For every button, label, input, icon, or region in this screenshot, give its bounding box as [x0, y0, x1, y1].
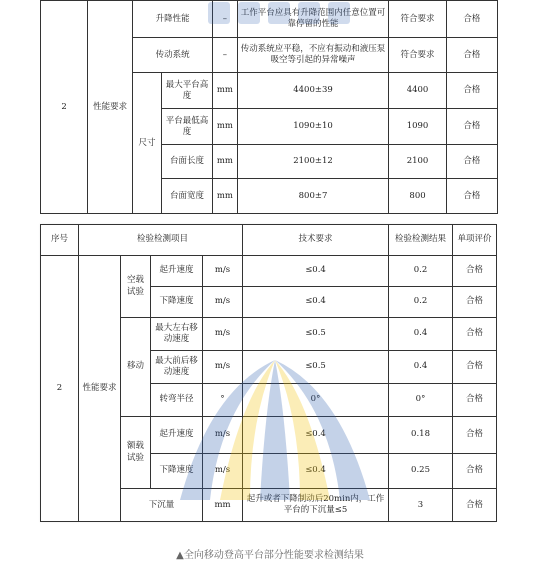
size-group-cell: 尺寸	[133, 73, 162, 214]
item-cell: 最大前后移动速度	[151, 350, 203, 383]
result-cell: 0.4	[389, 350, 453, 383]
item-cell: 起升速度	[151, 255, 203, 286]
evaluation-cell: 合格	[446, 179, 497, 214]
unit-cell: –	[213, 38, 238, 73]
requirement-cell: ≤0.4	[243, 416, 389, 453]
empty-load-group-cell	[121, 255, 151, 317]
figure-caption: ▲全向移动登高平台部分性能要求检测结果	[176, 550, 364, 561]
unit-cell: mm	[213, 179, 238, 214]
seq-cell: 2	[41, 255, 79, 521]
sub-item-cell: 台面长度	[161, 145, 212, 179]
requirement-cell: ≤0.4	[243, 286, 389, 317]
requirement-cell: ≤0.5	[243, 317, 389, 350]
requirement-cell: 4400±39	[237, 73, 389, 109]
evaluation-cell: 合格	[446, 38, 497, 73]
unit-cell: m/s	[203, 350, 243, 383]
category-cell: 性能要求	[79, 255, 121, 521]
unit-cell: mm	[213, 109, 238, 145]
result-cell: 1090	[389, 109, 446, 145]
unit-cell: m/s	[203, 286, 243, 317]
item-cell: 最大左右移动速度	[151, 317, 203, 350]
evaluation-cell: 合格	[453, 286, 497, 317]
evaluation-cell: 合格	[453, 350, 497, 383]
evaluation-cell: 合格	[453, 489, 497, 522]
sub-item-cell: 平台最低高度	[161, 109, 212, 145]
full-load-group-cell	[121, 416, 151, 488]
evaluation-cell: 合格	[446, 109, 497, 145]
item-cell: 下降速度	[151, 453, 203, 488]
move-group-cell: 移动	[121, 317, 151, 416]
result-cell: 2100	[389, 145, 446, 179]
requirement-cell: 传动系统应平稳，不应有振动和液压泵吸空等引起的异常噪声	[237, 38, 389, 73]
result-cell: 0.2	[389, 255, 453, 286]
sub-item-cell: 最大平台高度	[161, 73, 212, 109]
evaluation-cell: 合格	[446, 1, 497, 38]
requirement-cell: ≤0.4	[243, 453, 389, 488]
evaluation-cell: 合格	[453, 255, 497, 286]
result-cell: 0°	[389, 383, 453, 416]
seq-cell: 2	[41, 1, 88, 214]
item-cell: 升降性能	[133, 1, 213, 38]
sub-item-cell: 台面宽度	[161, 179, 212, 214]
requirement-cell: 0°	[243, 383, 389, 416]
item-cell: 下沉量	[121, 489, 203, 522]
requirement-cell: 2100±12	[237, 145, 389, 179]
category-cell: 性能要求	[88, 1, 133, 214]
unit-cell: m/s	[203, 317, 243, 350]
result-cell: 0.2	[389, 286, 453, 317]
evaluation-cell: 合格	[453, 453, 497, 488]
result-cell: 符合要求	[389, 1, 446, 38]
evaluation-cell: 合格	[446, 145, 497, 179]
evaluation-cell: 合格	[453, 416, 497, 453]
requirement-cell: 起升或者下降制动后20min内，工作平台的下沉量≤5	[243, 489, 389, 522]
result-cell: 0.18	[389, 416, 453, 453]
header-requirement: 技术要求	[243, 225, 389, 256]
item-cell: 下降速度	[151, 286, 203, 317]
evaluation-cell: 合格	[453, 317, 497, 350]
requirement-cell: 800±7	[237, 179, 389, 214]
result-cell: 0.25	[389, 453, 453, 488]
top-document-table	[40, 0, 498, 214]
requirement-cell: 工作平台应具有升降范围内任意位置可靠停留的性能	[237, 1, 389, 38]
requirement-cell: 1090±10	[237, 109, 389, 145]
header-evaluation: 单项评价	[453, 225, 497, 256]
unit-cell: –	[213, 1, 238, 38]
unit-cell: °	[203, 383, 243, 416]
unit-cell: m/s	[203, 255, 243, 286]
bottom-document-table	[40, 224, 496, 522]
unit-cell: mm	[203, 489, 243, 522]
result-cell: 800	[389, 179, 446, 214]
result-cell: 符合要求	[389, 38, 446, 73]
header-seq: 序号	[41, 225, 79, 256]
item-cell: 传动系统	[133, 38, 213, 73]
item-cell: 转弯半径	[151, 383, 203, 416]
evaluation-cell: 合格	[453, 383, 497, 416]
empty-load-group-label: 空载试验	[127, 275, 145, 298]
header-item: 检验检测项目	[79, 225, 243, 256]
unit-cell: mm	[213, 73, 238, 109]
unit-cell: mm	[213, 145, 238, 179]
result-cell: 0.4	[389, 317, 453, 350]
unit-cell: m/s	[203, 416, 243, 453]
full-load-group-label: 额载试验	[127, 441, 145, 464]
item-cell: 起升速度	[151, 416, 203, 453]
evaluation-cell: 合格	[446, 73, 497, 109]
requirement-cell: ≤0.5	[243, 350, 389, 383]
result-cell: 4400	[389, 73, 446, 109]
header-result: 检验检测结果	[389, 225, 453, 256]
unit-cell: m/s	[203, 453, 243, 488]
requirement-cell: ≤0.4	[243, 255, 389, 286]
result-cell: 3	[389, 489, 453, 522]
